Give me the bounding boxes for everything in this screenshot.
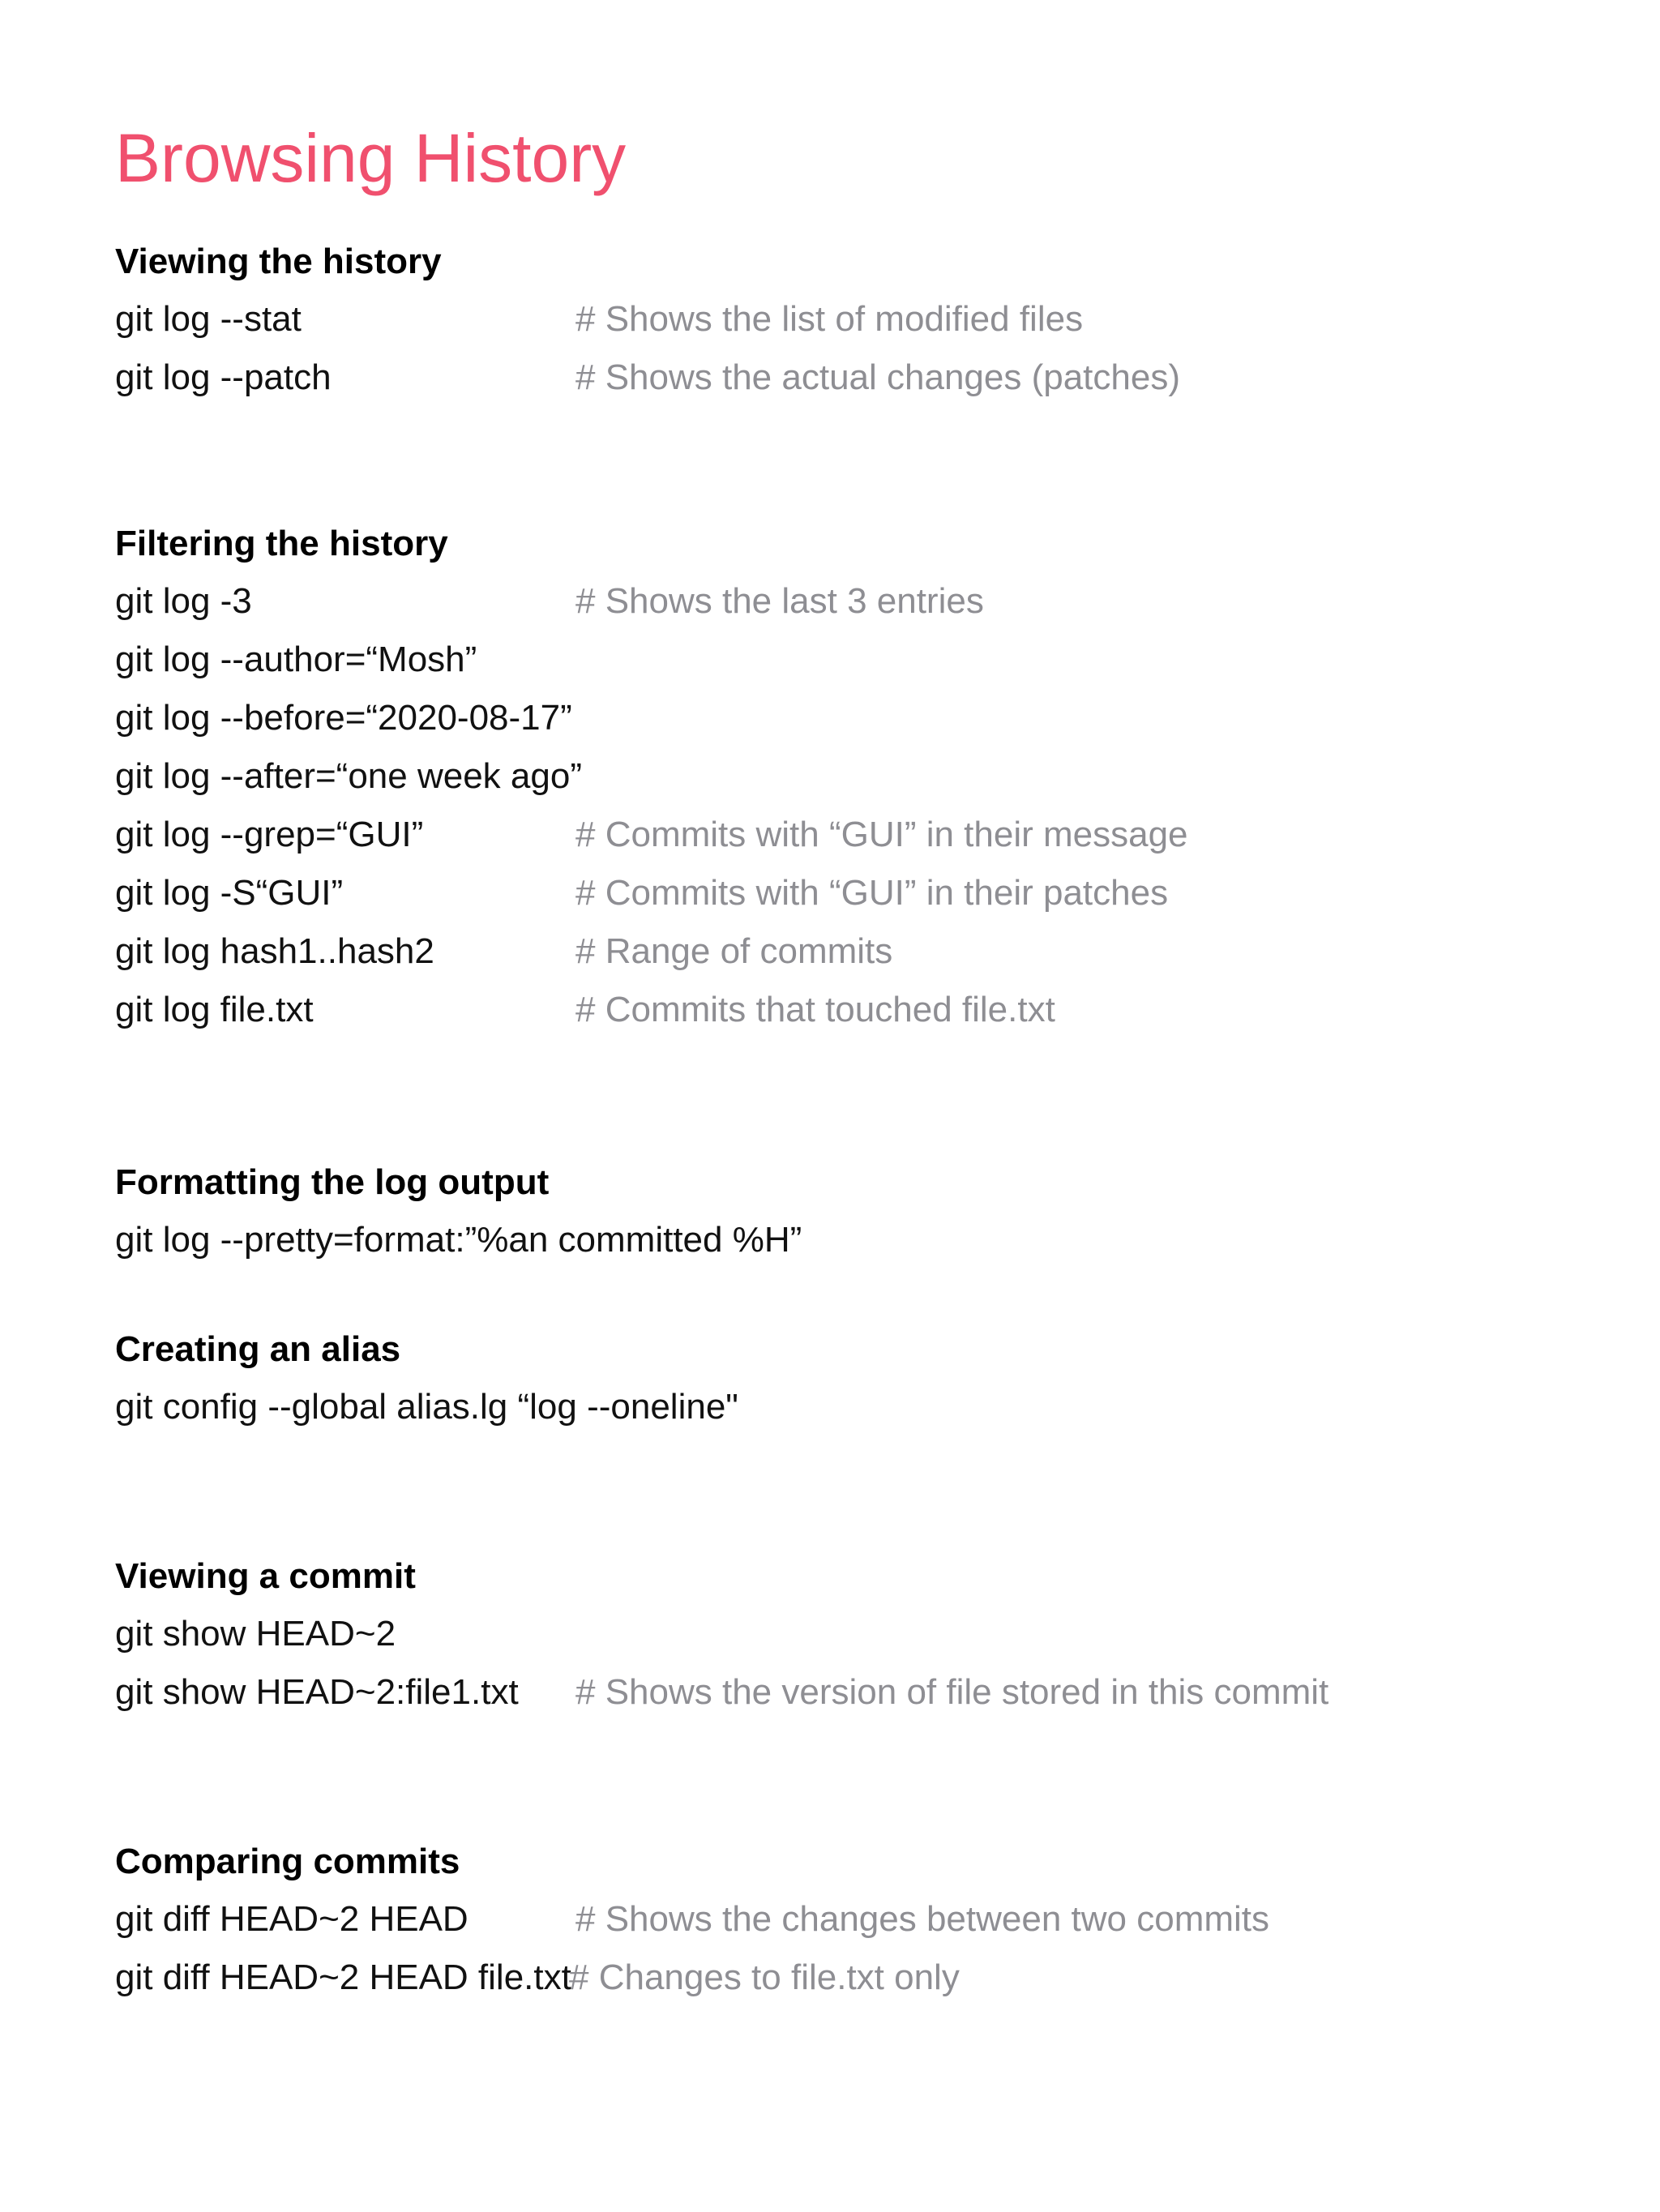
- command-comment: # Changes to file.txt only: [569, 1957, 960, 1997]
- command-comment: # Commits with “GUI” in their message: [575, 815, 1188, 854]
- section-creating-alias: [115, 1321, 1623, 1436]
- section-heading: Viewing the history: [115, 242, 442, 281]
- command-text: git log --after=“one week ago”: [115, 756, 582, 796]
- command-row: [115, 572, 1623, 631]
- command-row: [115, 922, 1623, 981]
- command-text: git log file.txt: [115, 990, 314, 1029]
- command-comment: # Commits that touched file.txt: [575, 990, 1055, 1029]
- command-row: [115, 290, 1623, 349]
- command-text: git show HEAD~2:file1.txt: [115, 1672, 519, 1712]
- command-text: git log --before=“2020-08-17”: [115, 698, 572, 738]
- command-text: git log --patch: [115, 357, 332, 397]
- command-text: git log -S“GUI”: [115, 873, 344, 913]
- command-comment: # Shows the actual changes (patches): [575, 357, 1181, 397]
- command-comment: # Commits with “GUI” in their patches: [575, 873, 1169, 913]
- section-heading: Viewing a commit: [115, 1556, 416, 1596]
- page-title: Browsing History: [115, 120, 627, 196]
- section-filtering-history: [115, 516, 1623, 1039]
- command-row: [115, 806, 1623, 864]
- command-row: [115, 981, 1623, 1039]
- command-comment: # Shows the changes between two commits: [575, 1899, 1270, 1939]
- command-row: [115, 631, 1623, 689]
- command-row: [115, 1663, 1623, 1722]
- command-comment: # Shows the list of modified files: [575, 299, 1084, 339]
- command-text: git log -3: [115, 581, 252, 621]
- command-row: [115, 747, 1623, 806]
- command-row: [115, 1378, 1623, 1436]
- command-text: git log --pretty=format:”%an committed %H”: [115, 1220, 802, 1260]
- command-comment: # Shows the version of file stored in this commit: [575, 1672, 1329, 1712]
- command-row: [115, 1890, 1623, 1949]
- command-row: [115, 689, 1623, 747]
- section-comparing-commits: [115, 1833, 1623, 2007]
- command-row: [115, 1949, 1623, 2007]
- command-comment: # Range of commits: [575, 931, 893, 971]
- section-heading: Filtering the history: [115, 524, 448, 563]
- command-text: git log --author=“Mosh”: [115, 640, 477, 679]
- command-text: git diff HEAD~2 HEAD: [115, 1899, 468, 1939]
- section-viewing-commit: [115, 1548, 1623, 1722]
- command-row: [115, 864, 1623, 922]
- command-row: [115, 1605, 1623, 1663]
- command-row: [115, 1211, 1623, 1269]
- command-text: git show HEAD~2: [115, 1614, 396, 1654]
- section-heading: Creating an alias: [115, 1329, 401, 1369]
- command-text: git log --stat: [115, 299, 302, 339]
- section-heading: Formatting the log output: [115, 1162, 550, 1202]
- command-text: git diff HEAD~2 HEAD file.txt: [115, 1957, 571, 1997]
- section-viewing-history: [115, 233, 1623, 407]
- section-heading: Comparing commits: [115, 1842, 460, 1881]
- command-text: git config --global alias.lg “log --oneline": [115, 1387, 738, 1427]
- command-text: git log hash1..hash2: [115, 931, 434, 971]
- command-row: [115, 349, 1623, 407]
- command-comment: # Shows the last 3 entries: [575, 581, 984, 621]
- command-text: git log --grep=“GUI”: [115, 815, 424, 854]
- section-formatting-log: [115, 1154, 1623, 1269]
